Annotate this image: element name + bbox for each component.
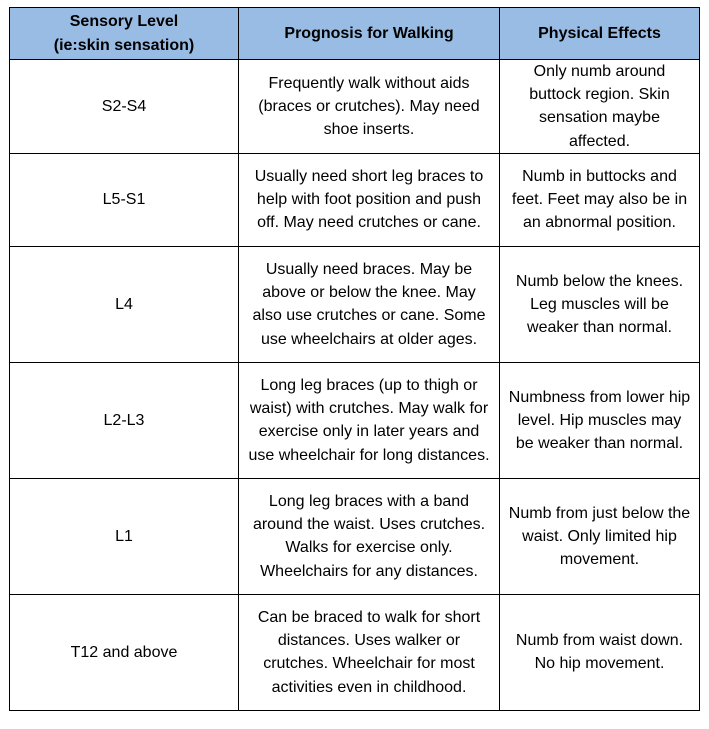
walking-prognosis-table <box>9 7 700 711</box>
table-row <box>10 478 700 594</box>
table-row <box>10 362 700 478</box>
cell-physical-effects: Only numb around buttock region. Skin sensation maybe affected. <box>500 60 700 154</box>
header-prognosis: Prognosis for Walking <box>239 8 500 60</box>
header-sensory-level-title: Sensory Level <box>69 13 179 31</box>
cell-prognosis: Long leg braces (up to thigh or waist) with crutches. May walk for exercise only in later years and use wheelchair for long distances. <box>239 362 500 478</box>
table-row <box>10 153 700 246</box>
cell-sensory-level: S2-S4 <box>10 60 239 154</box>
cell-prognosis: Long leg braces with a band around the waist. Uses crutches. Walks for exercise only. Wheelchairs for any distances. <box>239 478 500 594</box>
cell-physical-effects: Numb below the knees. Leg muscles will be weaker than normal. <box>500 246 700 362</box>
cell-physical-effects: Numb from just below the waist. Only limited hip movement. <box>500 478 700 594</box>
cell-prognosis: Usually need braces. May be above or below the knee. May also use crutches or cane. Some use wheelchairs at older ages. <box>239 246 500 362</box>
cell-sensory-level: T12 and above <box>10 594 239 710</box>
table-row <box>10 594 700 710</box>
table-header-row <box>10 8 700 60</box>
header-physical-effects: Physical Effects <box>500 8 700 60</box>
cell-prognosis: Frequently walk without aids (braces or crutches). May need shoe inserts. <box>239 60 500 154</box>
cell-physical-effects: Numbness from lower hip level. Hip muscles may be weaker than normal. <box>500 362 700 478</box>
table-row <box>10 60 700 154</box>
cell-prognosis: Usually need short leg braces to help with foot position and push off. May need crutches or cane. <box>239 153 500 246</box>
cell-sensory-level: L5-S1 <box>10 153 239 246</box>
cell-sensory-level: L1 <box>10 478 239 594</box>
cell-prognosis: Can be braced to walk for short distances. Uses walker or crutches. Wheelchair for most activities even in childhood. <box>239 594 500 710</box>
cell-sensory-level: L4 <box>10 246 239 362</box>
cell-physical-effects: Numb from waist down. No hip movement. <box>500 594 700 710</box>
header-sensory-level <box>10 8 239 60</box>
cell-sensory-level: L2-L3 <box>10 362 239 478</box>
header-sensory-level-subtitle: (ie:skin sensation) <box>53 36 195 54</box>
table-row <box>10 246 700 362</box>
spina-bifida-table-container <box>9 7 700 711</box>
cell-physical-effects: Numb in buttocks and feet. Feet may also be in an abnormal position. <box>500 153 700 246</box>
